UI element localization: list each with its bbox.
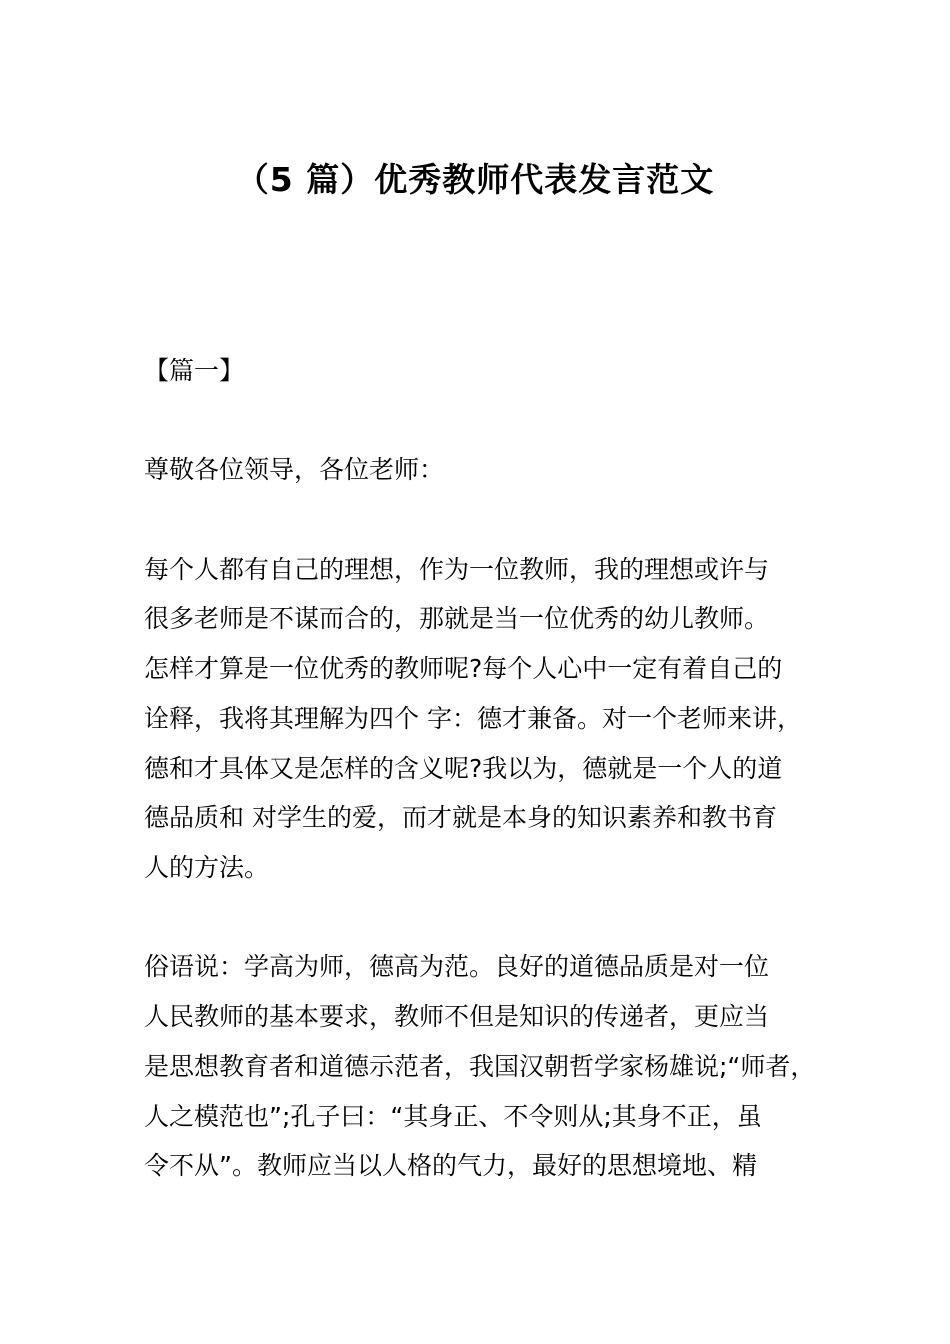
section-heading: 【篇一】 bbox=[144, 356, 245, 385]
paragraph-line: 是思想教育者和道德示范者，我国汉朝哲学家杨雄说;“师者， bbox=[144, 1051, 816, 1081]
paragraph-line: 德和才具体又是怎样的含义呢?我以为，德就是一个人的道 bbox=[144, 753, 783, 783]
paragraph-line: 德品质和 对学生的爱，而才就是本身的知识素养和教书育 bbox=[144, 803, 777, 833]
paragraph-line: 怎样才算是一位优秀的教师呢?每个人心中一定有着自己的 bbox=[144, 654, 783, 684]
paragraph-2 bbox=[144, 942, 844, 1191]
paragraph-line: 很多老师是不谋而合的，那就是当一位优秀的幼儿教师。 bbox=[144, 604, 770, 634]
paragraph-line: 每个人都有自己的理想，作为一位教师，我的理想或许与 bbox=[144, 554, 770, 584]
paragraph-line: 俗语说：学高为师，德高为范。良好的道德品质是对一位 bbox=[144, 952, 770, 982]
paragraph-line: 令不从”。教师应当以人格的气力，最好的思想境地、精 bbox=[144, 1151, 757, 1181]
paragraph-line: 诠释，我将其理解为四个 字：德才兼备。对一个老师来讲， bbox=[144, 703, 802, 733]
paragraph-line: 人之模范也”;孔子曰：“其身正、不令则从;其身不正，虽 bbox=[144, 1101, 762, 1131]
paragraph-line: 人的方法。 bbox=[144, 853, 270, 882]
document-title: （5 篇）优秀教师代表发言范文 bbox=[235, 160, 715, 199]
document-body bbox=[144, 346, 844, 1241]
paragraph-line: 人民教师的基本要求，教师不但是知识的传递者，更应当 bbox=[144, 1002, 770, 1032]
paragraph-1 bbox=[144, 545, 844, 893]
salutation: 尊敬各位领导，各位老师： bbox=[144, 455, 445, 485]
